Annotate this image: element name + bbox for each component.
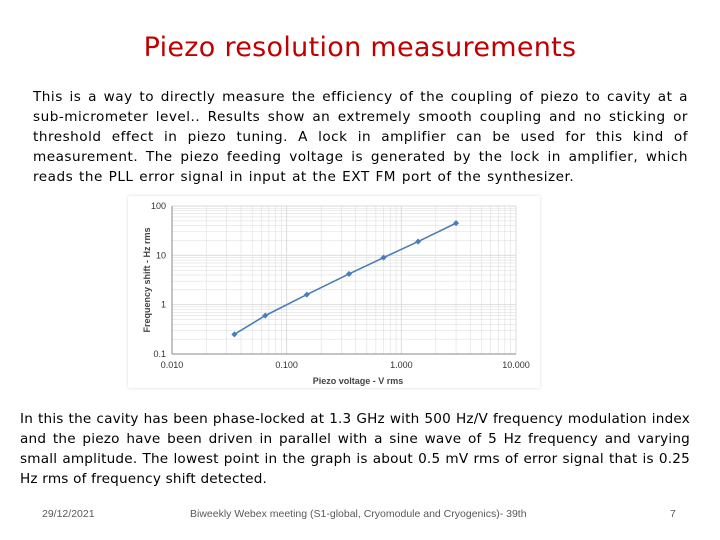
log-log-chart — [128, 196, 540, 388]
footer-meeting: Biweekly Webex meeting (S1-global, Cryomodule and Cryogenics)- 39th — [190, 508, 527, 520]
data-point — [415, 239, 420, 244]
footer-date: 29/12/2021 — [42, 508, 95, 520]
y-tick-label: 100 — [150, 201, 166, 211]
y-axis-label: Frequency shift - Hz rms — [142, 227, 152, 333]
x-tick-label: 0.010 — [160, 360, 184, 370]
chart-ticks — [151, 201, 530, 370]
footer-page-number: 7 — [670, 508, 676, 520]
y-tick-label: 1 — [160, 299, 166, 310]
chart-container — [128, 196, 540, 388]
data-point — [346, 271, 351, 276]
data-point — [453, 221, 458, 226]
data-point — [304, 292, 309, 297]
x-tick-label: 1.000 — [390, 360, 413, 370]
x-tick-label: 10.000 — [502, 360, 530, 370]
y-tick-label: 10 — [155, 250, 166, 261]
y-tick-label: 0.1 — [153, 349, 166, 359]
intro-paragraph: This is a way to directly measure the efficiency of the coupling of piezo to cavity at a sub-micrometer level.. Results show an extremely smooth coupling and no sticking or threshold effect in piezo tuning. A lock in amplifier can be used for this kind of measurement. The piezo feeding voltage is generated by the lock in amplifier, which reads the PLL error signal in input at the EXT FM port of the synthesizer. — [33, 89, 688, 185]
slide-title: Piezo resolution measurements — [143, 32, 577, 63]
x-axis-label: Piezo voltage - V rms — [312, 376, 404, 386]
series-line — [234, 223, 456, 334]
x-tick-label: 0.100 — [275, 360, 298, 370]
method-paragraph: In this the cavity has been phase-locked at 1.3 GHz with 500 Hz/V frequency modulation index and the piezo have been driven in parallel with a sine wave of 5 Hz frequency and varying small amplitude. The lowest point in the graph is about 0.5 mV rms of error signal that is 0.25 Hz rms of frequency shift detected. — [20, 411, 690, 487]
chart-grid — [172, 206, 516, 354]
